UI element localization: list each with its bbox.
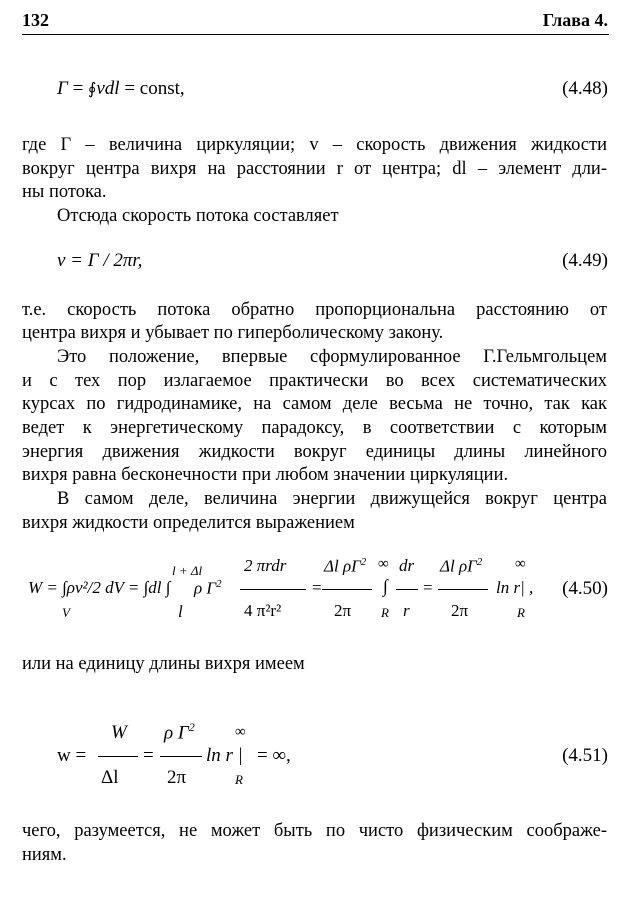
- eq50-num3: dr: [399, 556, 415, 575]
- eq51-sq: 2: [188, 720, 195, 734]
- eq50-lhs: W = ∫ρv²/2 dV = ∫dl ∫: [28, 578, 171, 597]
- eq-equals: =: [67, 78, 89, 99]
- eq50-sub-V: V: [62, 605, 70, 620]
- para3-line2: центра вихря и убывает по гиперболическому закону.: [22, 323, 444, 343]
- para1-line3: ны потока.: [22, 182, 107, 202]
- contour-integral-symbol: ∮: [88, 81, 97, 98]
- eq50-sq2: 2: [360, 556, 367, 568]
- eq51-frac2-line: [160, 756, 202, 757]
- eq51-rhs: = ∞,: [257, 745, 291, 766]
- para7-line1: чего, разумеется, не может быть по чисто физическим соображе-: [22, 821, 607, 841]
- eq50-frac1-line: [240, 589, 306, 590]
- para1-line1: где Γ – величина циркуляции; v – скорость движения жидкости: [22, 135, 607, 155]
- para7-line2: ниям.: [22, 845, 67, 865]
- para4-line2: и с тех пор излагаемое практически во всех систематических: [22, 371, 607, 391]
- eq50-equals3: =: [423, 578, 433, 597]
- eq50-integral2: ∫: [383, 576, 388, 596]
- eq51-inf: ∞: [235, 724, 246, 740]
- eq50-lower-l: l: [178, 602, 183, 621]
- para4-line6: вихря равна бесконечности при любом значении циркуляции.: [22, 465, 509, 485]
- eq50-num2: Δl $\rho\Gamma^2$: [324, 556, 367, 576]
- equation-number-4-49: (4.49): [562, 250, 608, 271]
- equation-number-4-48: (4.48): [562, 78, 608, 99]
- chapter-title: Глава 4.: [542, 10, 608, 30]
- eq50-inf1: ∞: [378, 556, 389, 572]
- eq-gamma: Γ: [57, 78, 68, 99]
- equation-4-48: [57, 78, 185, 100]
- eq50-sq1: 2: [216, 578, 222, 590]
- eq50-ln: ln r| ,: [496, 578, 534, 597]
- eq51-equals1: =: [143, 745, 154, 766]
- eq50-sq3: 2: [476, 556, 483, 568]
- eq51-ln: ln r |: [206, 745, 243, 766]
- eq51-frac1-line: [98, 756, 138, 757]
- equation-number-4-50: (4.50): [562, 578, 608, 599]
- eq51-lower-R: R: [235, 772, 243, 787]
- eq-integrand: vdl: [96, 78, 120, 99]
- eq51-den1: Δl: [101, 767, 119, 788]
- equation-4-49: v = Γ / 2πr,: [57, 250, 143, 271]
- eq50-upper-l: l + Δl: [172, 563, 203, 578]
- eq51-num1: W: [111, 722, 127, 743]
- eq50-den4: 2π: [451, 601, 469, 620]
- eq50-lower-R2: R: [517, 605, 525, 620]
- eq50-lower-R1: R: [381, 605, 389, 620]
- eq50-frac4-line: [438, 589, 488, 590]
- header-rule: [22, 34, 609, 35]
- para2-line1: Отсюда скорость потока составляет: [57, 206, 339, 226]
- eq50-den1: 4 π²r²: [244, 601, 282, 620]
- eq50-equals2: =: [312, 578, 322, 597]
- equation-number-4-51: (4.51): [562, 745, 608, 766]
- para4-line1: Это положение, впервые сформулированное Г.Гельмгольцем: [57, 347, 607, 367]
- eq50-frac2-line: [322, 589, 372, 590]
- eq51-num2: ρ $\Gamma^2$: [164, 720, 195, 744]
- eq51-lhs: w =: [57, 745, 87, 766]
- para4-line3: курсах по гидродинамике, на самом деле весьма не точно, так как: [22, 394, 607, 414]
- page-number: 132: [22, 10, 49, 30]
- eq50-rho-gamma: ρ $\Gamma^2$: [194, 578, 222, 598]
- para3-line1: т.е. скорость потока обратно пропорциональна расстоянию от: [22, 300, 607, 320]
- para5-line2: вихря жидкости определится выражением: [22, 513, 355, 533]
- para4-line4: ведет к энергетическому парадоксу, в соответствии с которым: [22, 418, 607, 438]
- eq50-num4: Δl $\rho\Gamma^2$: [440, 556, 483, 576]
- eq50-inf2: ∞: [515, 556, 526, 572]
- para4-line5: энергия движения жидкости вокруг единицы длины линейного: [22, 442, 607, 462]
- eq50-den3: r: [403, 601, 410, 620]
- para1-line2: вокруг центра вихря на расстоянии r от центра; dl – элемент дли-: [22, 159, 607, 179]
- eq50-den2: 2π: [334, 601, 352, 620]
- eq50-num1: 2 πrdr: [244, 556, 287, 575]
- eq51-den2: 2π: [167, 767, 187, 788]
- para6-line1: или на единицу длины вихря имеем: [22, 654, 305, 674]
- eq-rhs: = const,: [119, 78, 185, 99]
- para5-line1: В самом деле, величина энергии движущейся вокруг центра: [57, 489, 607, 509]
- eq50-frac3-line: [396, 589, 418, 590]
